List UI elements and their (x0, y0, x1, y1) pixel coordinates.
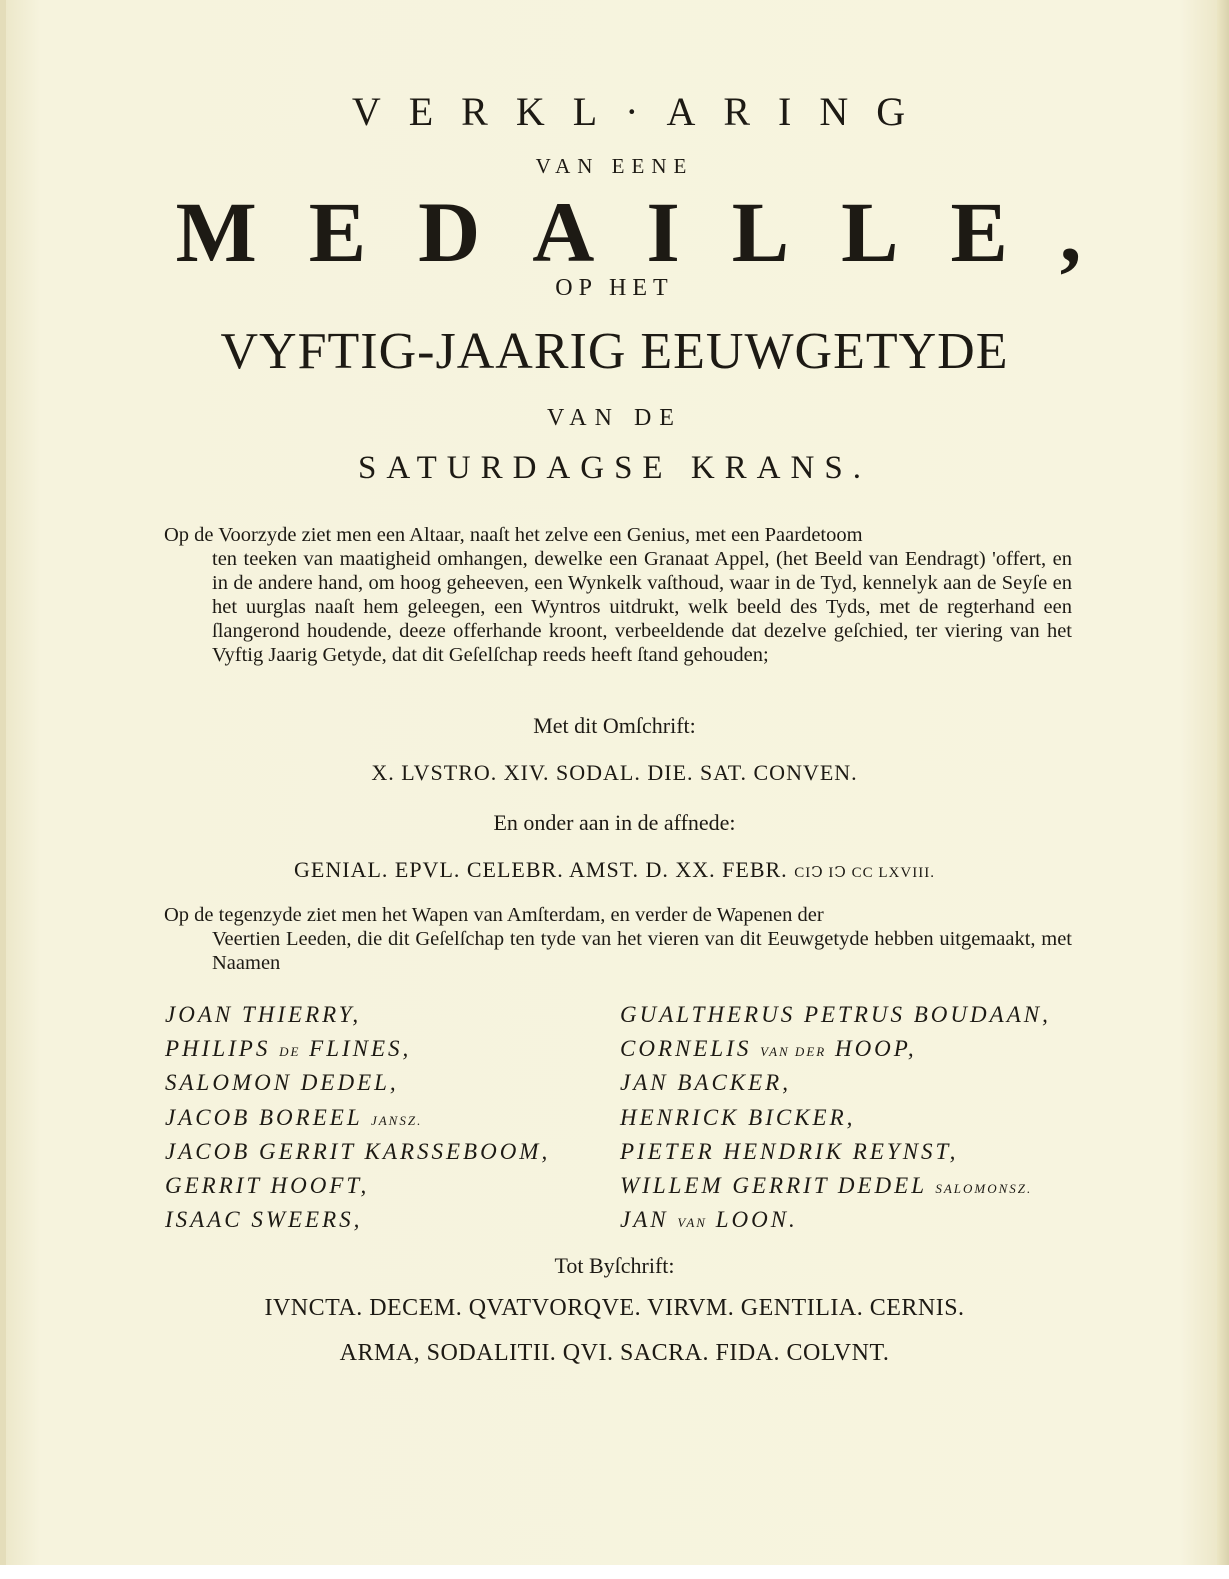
name-tail: LOON. (715, 1207, 798, 1233)
affnede-label: En onder aan in de affnede: (493, 810, 736, 835)
title-saturdagse-krans: SATURDAGSE KRANS. (358, 450, 871, 486)
byschrift-line-2: ARMA, SODALITII. QVI. SACRA. FIDA. COLVNT. (339, 1340, 890, 1366)
name-entry (165, 1203, 550, 1237)
names-column-right (620, 998, 1051, 1237)
name-text: JAN (620, 1207, 669, 1233)
paragraph-voorzyde (164, 523, 1072, 667)
name-entry (165, 1032, 550, 1066)
title-van-eene: VAN EENE (535, 154, 694, 178)
paragraph-tegenzyde (164, 903, 1072, 975)
title-vyftig-jaarig: VYFTIG-JAARIG EEUWGETYDE (220, 323, 1009, 380)
name-text: GERRIT HOOFT, (165, 1172, 370, 1198)
name-tail: FLINES, (309, 1036, 412, 1062)
name-text: CORNELIS (620, 1036, 752, 1062)
scan-margin-bottom (0, 1565, 1229, 1579)
name-entry (165, 1135, 550, 1169)
byschrift-label: Tot Byſchrift: (554, 1253, 675, 1278)
name-text: PHILIPS (165, 1036, 271, 1062)
name-text: WILLEM GERRIT DEDEL (620, 1172, 927, 1198)
omschrift-text: X. LVSTRO. XIV. SODAL. DIE. SAT. CONVEN. (371, 760, 858, 785)
name-entry (165, 1169, 550, 1203)
names-column-left (165, 998, 550, 1237)
name-text: HENRICK BICKER, (620, 1104, 856, 1130)
paragraph-tegenzyde-first-line: Op de tegenzyde ziet men het Wapen van Amſterdam, en verder de Wapenen der (164, 904, 824, 926)
name-entry (620, 1032, 1051, 1066)
name-text: JOAN THIERRY, (165, 1002, 362, 1027)
paragraph-voorzyde-body: ten teeken van maatigheid omhangen, dewelke een Granaat Appel, (het Beeld van Eendragt) 'offert, en in de andere hand, om hoog geheeven, een Wynkelk vaſthoud, waar in de Tyd, kennelyk aan de Seyſe en het uurglas naaſt hem geleegen, een Wyntros uitdrukt, welk beeld des Tyds, met de regterhand een ſlangerond houdende, deeze offerhande kroont, verbeeldende dat dezelve geſchied, ter viering van het Vyftig Jaarig Getyde, dat dit Geſelſchap reeds heeft ſtand gehouden; (212, 548, 1072, 666)
name-text: JACOB GERRIT KARSSEBOOM, (165, 1138, 551, 1164)
name-entry (620, 998, 1051, 1032)
name-text: GUALTHERUS PETRUS BOUDAAN, (620, 1002, 1051, 1027)
name-entry (620, 1135, 1051, 1169)
name-entry (620, 1169, 1051, 1203)
name-entry (165, 1066, 550, 1100)
affnede-text (0, 857, 1229, 883)
name-text: ISAAC SWEERS, (165, 1207, 363, 1233)
omschrift-label: Met dit Omſchrift: (533, 713, 696, 738)
name-entry (165, 998, 550, 1032)
name-text: PIETER HENDRIK REYNST, (620, 1138, 959, 1164)
title-verklaring: VERKL·ARING (351, 89, 934, 134)
name-particle: VAN (677, 1215, 707, 1231)
name-text: JAN BACKER, (620, 1070, 791, 1096)
affnede-date: CIↃ IↃ CC LXVIII. (794, 865, 935, 881)
name-entry (620, 1203, 1051, 1237)
paragraph-tegenzyde-body: Veertien Leeden, die dit Geſelſchap ten tyde van het vieren van dit Eeuwgetyde hebben uitgemaakt, met Naamen (212, 928, 1072, 974)
paragraph-voorzyde-first-line: Op de Voorzyde ziet men een Altaar, naaſt het zelve een Genius, met een Paardetoom (164, 524, 863, 546)
name-entry (165, 1101, 550, 1135)
name-text: JACOB BOREEL (165, 1104, 363, 1130)
name-tail: HOOP, (834, 1036, 917, 1062)
title-medaille: MEDAILLE, (175, 184, 1134, 280)
name-particle: SALOMONSZ. (935, 1180, 1033, 1196)
name-entry (620, 1066, 1051, 1100)
name-entry (620, 1101, 1051, 1135)
name-particle: JANSZ. (370, 1112, 423, 1128)
name-particle: DE (279, 1044, 301, 1060)
byschrift-line-1: IVNCTA. DECEM. QVATVORQVE. VIRVM. GENTILIA. CERNIS. (264, 1295, 965, 1321)
title-van-de: VAN DE (547, 405, 682, 431)
affnede-main: GENIAL. EPVL. CELEBR. AMST. D. XX. FEBR. (294, 857, 788, 882)
name-text: SALOMON DEDEL, (165, 1070, 399, 1096)
name-particle: VAN DER (760, 1044, 827, 1060)
title-op-het: OP HET (555, 275, 674, 301)
